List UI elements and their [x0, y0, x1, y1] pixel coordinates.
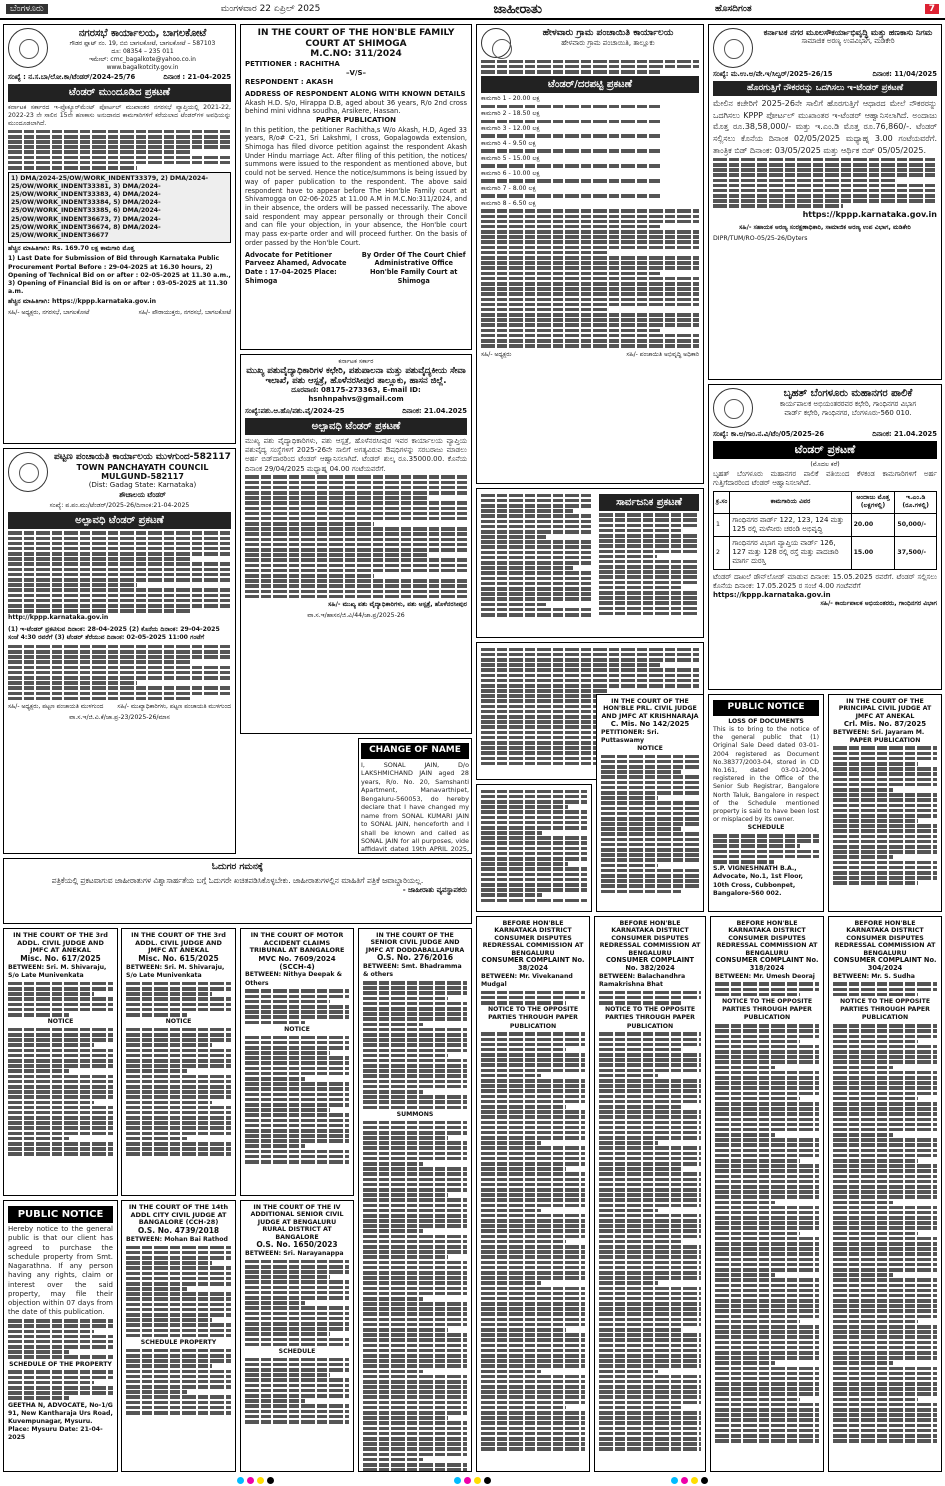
case-number: C. Mis. No 142/2025 [610, 720, 690, 729]
legal-notice [3, 928, 118, 1196]
karnataka-emblem-icon [8, 452, 48, 492]
advocate-info: S.P. VIGNESHNATH B.A., Advocate, No.1, 1st Floor, 10th Cross, Cubbonpet, Bangalore-560 002. [713, 865, 804, 897]
notice-title: NOTICE TO THE OPPOSITE PARTIES THROUGH PAPER PUBLICATION [487, 1006, 579, 1030]
table-row: 2 ಗಾಂಧಿನಗರ ವಿಭಾಗ ವ್ಯಾಪ್ತಿಯ ವಾರ್ಡ್ 126, 127 ಮತ್ತು 128 ರಲ್ಲಿ ರಸ್ತೆ ಮತ್ತು ಪಾದಚಾರಿ ಮಾರ್ಗ ದುರಸ್ತಿ 15.00 37,500/- [714, 536, 937, 569]
parties: BETWEEN: Nithya Deepak & Others [245, 971, 343, 987]
body-text: ಬೃಹತ್ ಬೆಂಗಳೂರು ಮಹಾನಗರ ಪಾಲಿಕೆ ವತಿಯಿಂದ ಕೆಳಕಂಡ ಕಾಮಗಾರಿಗಳಿಗೆ ಅರ್ಹ ಗುತ್ತಿಗೆದಾರರಿಂದ ಟೆಂಡರ್ ಆಹ್ವಾನಿಸಲಾಗಿದೆ. [713, 469, 937, 487]
signatory-left: ಸಹಿ/- ಅಧ್ಯಕ್ಷರು, ನಗರಸಭೆ, ಬಾಗಲಕೋಟೆ [8, 309, 90, 317]
signatory-right: ಸಹಿ/- ಪೌರಾಯುಕ್ತರು, ನಗರಸಭೆ, ಬಾಗಲಕೋಟೆ [138, 309, 231, 317]
ref-number: ಸಂಖ್ಯೆ: ಕಾ.ಅ/ಗಾಂ.ನ.ವಿ/ಟೆಂ/05/2025-26 [713, 430, 825, 438]
page-title: ಜಾಹೀರಾತು [493, 1, 542, 17]
notice-subtitle: LOSS OF DOCUMENTS [728, 717, 804, 725]
subject: ಶೌಚಾಲಯ ಟೆಂಡರ್ [119, 490, 166, 499]
table-row: 1 ಗಾಂಧಿನಗರ ವಾರ್ಡ್ 122, 123, 124 ಮತ್ತು 125 ರಲ್ಲಿ ಮಳೆನೀರು ಚರಂಡಿ ಅಭಿವೃದ್ಧಿ 20.00 50,000/- [714, 513, 937, 536]
holenarsipur-tender-ad [240, 354, 472, 734]
office-name: ಕರ್ನಾಟಕ ನಗರ ಮೂಲಸೌಕರ್ಯಾಭಿವೃದ್ಧಿ ಮತ್ತು ಹಣಕಾಸು ನಿಗಮ [763, 28, 933, 37]
case-number: CONSUMER COMPLAINT No. 38/2024 [481, 956, 585, 972]
body-continued [8, 645, 231, 700]
subtitle: ಹೇಳವಾರು ಗ್ರಾಮ ಪಂಚಾಯಿತಿ, ತಾಲ್ಲೂಕು [561, 38, 655, 47]
tender-banner: ಟೆಂಡರ್/ದರಪಟ್ಟಿ ಪ್ರಕಟಣೆ [481, 76, 699, 93]
ref-number: ಸಂಖ್ಯೆ:ಪಶು.ಆ.ಹೊ/ಪಶು.ವೈ/2024-25 [245, 406, 345, 415]
tender-banner: ಹೊರಗುತ್ತಿಗೆ ನೌಕರರನ್ನು ಒದಗಿಸಲು ಇ-ಟೆಂಡರ್ ಪ್ರಕಟಣೆ [713, 81, 937, 96]
parties: BETWEEN: Mohan Bai Rathod [126, 1235, 228, 1243]
advocate-info: Advocate for Petitioner Parveez Ahamed, Advocate Date : 17-04-2025 Place: Shimoga [245, 250, 347, 285]
legal-notice [828, 694, 942, 912]
court-name: BEFORE HON'BLE KARNATAKA DISTRICT CONSUMER DISPUTES REDRESSAL COMMISSION AT BENGALURU [834, 920, 936, 957]
tender-banner: ಅಲ್ಪಾವಧಿ ಟೆಂಡರ್ ಪ್ರಕಟಣೆ [8, 512, 231, 529]
fee-text: ಹೆಚ್ಚಿನ ಮಾಹಿತಿಗಾಗಿ: Rs. 169.70 ಲಕ್ಷ ಕಾಮಗಾರಿ ಮೊತ್ತ [8, 245, 135, 253]
body-text: ಮೇಲಿನ ಕಚೇರಿಗೆ 2025-26ನೇ ಸಾಲಿಗೆ ಹೊರಗುತ್ತಿಗೆ ಆಧಾರದ ಮೇಲೆ ನೌಕರರನ್ನು ಒದಗಿಸಲು KPPP ಪೋರ್ಟಲ್ ಮುಖಾಂತರ ಇ-ಟೆಂಡರ್ ಆಹ್ವಾನಿಸಲಾಗಿದೆ. ಅಂದಾಜು ಮೊತ್ತ ರೂ.38,58,000/- ಮತ್ತು ಇ.ಎಂ.ಡಿ ಮೊತ್ತ ರೂ.76,860/-. ಟೆಂಡರ್ ಸಲ್ಲಿಸಲು ಕೊನೆಯ ದಿನಾಂಕ 02/05/2025 ಮಧ್ಯಾಹ್ನ 3.00 ಗಂಟೆಯವರೆಗೆ. ತಾಂತ್ರಿಕ ಬಿಡ್ ದಿನಾಂಕ: 03/05/2025 ಮತ್ತು ಆರ್ಥಿಕ ಬಿಡ್ 05/05/2025. [713, 99, 937, 155]
ref-date: ದಿನಾಂಕ: 11/04/2025 [872, 70, 937, 78]
legal-notice [240, 1200, 354, 1472]
notice-signatory: - ಜಾಹೀರಾತು ವ್ಯವಸ್ಥಾಪಕರು [402, 885, 467, 894]
call-number: (ಮೊದಲ ಕರೆ) [810, 461, 840, 469]
body-continued [8, 130, 231, 170]
parties: BETWEEN: Mr. S. Sudha [833, 972, 915, 980]
address: ವಾರ್ಡ್ ಕಛೇರಿ, ಗಾಂಧಿನಗರ, ಬೆಂಗಳೂರು-560 010. [784, 409, 912, 418]
list-item: ಕಾಮಗಾರಿ 7 - 8.00 ಲಕ್ಷ [481, 184, 536, 192]
change-of-name-ad [358, 738, 472, 854]
ref-date: ದಿನಾಂಕ : 21-04-2025 [163, 73, 231, 82]
parties: BETWEEN: Mr. Umesh Deoraj [715, 972, 815, 980]
ad-title-english: TOWN PANCHAYATH COUNCIL MULGUND-582117 [76, 462, 209, 482]
body-text [8, 531, 231, 612]
color-dots [671, 1477, 708, 1484]
readers-notice [3, 858, 472, 924]
tender-banner: ಟೆಂಡರ್ ಪ್ರಕಟಣೆ [713, 441, 937, 460]
contact: ದೂರವಾಣಿ: 08175-273363, E-mail ID: hsnhnpahvs@gmail.com [291, 386, 421, 404]
page-number: 7 [925, 4, 939, 14]
bbmp-logo-icon [713, 388, 753, 428]
office: ಕಾರ್ಯಪಾಲಕ ಅಭಿಯಂತರರವರ ಕಛೇರಿ, ಗಾಂಧಿನಗರ ವಿಭಾಗ [779, 399, 917, 408]
list-item: ಕಾಮಗಾರಿ 5 - 15.00 ಲಕ್ಷ [481, 154, 540, 162]
notice-title: PAPER PUBLICATION [849, 736, 921, 744]
court-name: IN THE COURT OF THE IV ADDITIONAL SENIOR CIVIL JUDGE AT BENGALURU RURAL DISTRICT AT BANGALORE [250, 1204, 344, 1241]
public-notice-kannada [476, 488, 704, 638]
parties: BETWEEN: Sri. M. Shivaraju, S/o Late Munivenkata [8, 963, 107, 979]
notice-title: NOTICE [637, 744, 663, 752]
court-name: IN THE COURT OF THE PRINCIPAL CIVIL JUDGE AT JMFC AT ANEKAL [838, 698, 932, 720]
schedule-heading: SCHEDULE [747, 824, 785, 832]
notice-title: ಓದುಗರ ಗಮನಕ್ಕೆ [211, 862, 264, 872]
ref-date: ದಿನಾಂಕ: 21.04.2025 [402, 406, 467, 415]
schedule-dates: (1) ಇ-ಟೆಂಡರ್ ಪ್ರಕಟಿಸುವ ದಿನಾಂಕ: 28-04-2025 (2) ಕೊನೆಯ ದಿನಾಂಕ: 29-04-2025 ಸಂಜೆ 4:30 ರವರೆಗೆ (3) ಟೆಂಡರ್ ತೆರೆಯುವ ದಿನಾಂಕ: 02-05-2025 11:00 ಗಂಟೆಗೆ [8, 625, 220, 641]
parties: BETWEEN: Sri. Jayaram M. [833, 728, 925, 736]
court-name: BEFORE HON'BLE KARNATAKA DISTRICT CONSUMER DISPUTES REDRESSAL COMMISSION AT BENGALURU [599, 920, 701, 957]
intro-text [481, 60, 699, 74]
consumer-complaint-notice [594, 916, 706, 1472]
office-name: ಮುಖ್ಯ ಪಶುವೈದ್ಯಾಧಿಕಾರಿಗಳ ಕಛೇರಿ, ಪಶುಪಾಲನಾ ಮತ್ತು ಪಶುವೈದ್ಯಕೀಯ ಸೇವಾ ಇಲಾಖೆ, ಪಶು ಆಸ್ಪತ್ರೆ, ಹೊಳೆನರಸೀಪುರ ತಾಲ್ಲೂಕು, ಹಾಸನ ಜಿಲ್ಲೆ. [246, 366, 466, 387]
notice-title: SCHEDULE [278, 1347, 316, 1355]
parties: BETWEEN: Smt. Bhadramma & others [363, 963, 462, 979]
signatory: ಸಹಿ/- ಮುಖ್ಯ ಪಶು ವೈದ್ಯಾಧಿಕಾರಿಗಳು, ಪಶು ಆಸ್ಪತ್ರೆ, ಹೊಳೆನರಸೀಪುರ [328, 601, 467, 609]
court-name: IN THE COURT OF THE 3rd ADDL. CIVIL JUDGE AND JMFC AT ANEKAL [131, 931, 226, 955]
signatory-right: ಸಹಿ/- ಪಂಚಾಯಿತಿ ಅಭಿವೃದ್ಧಿ ಅಧಿಕಾರಿ [626, 350, 699, 358]
tender-banner: ಅಲ್ಪಾವಧಿ ಟೆಂಡರ್ ಪ್ರಕಟಣೆ [245, 418, 467, 435]
list-item: ಕಾಮಗಾರಿ 6 - 10.00 ಲಕ್ಷ [481, 169, 540, 177]
legal-notice [240, 928, 354, 1196]
parties: BETWEEN: Sri. M. Shivaraju, S/o Late Munivenkata [126, 963, 225, 979]
signatory: ಸಹಿ/- ಕಾರ್ಯಪಾಲಕ ಅಭಿಯಂತರರು, ಗಾಂಧಿನಗರ ವಿಭಾಗ [820, 600, 937, 608]
consumer-complaint-notice [828, 916, 942, 1472]
list-item: ಕಾಮಗಾರಿ 8 - 6.50 ಲಕ್ಷ [481, 199, 536, 207]
case-number: CONSUMER COMPLAINT No. 382/2024 [605, 956, 695, 972]
print-registration-marks [0, 1474, 945, 1486]
notice-title: NOTICE TO THE OPPOSITE PARTIES THROUGH PAPER PUBLICATION [839, 997, 931, 1022]
list-item: ಕಾಮಗಾರಿ 4 - 9.50 ಲಕ್ಷ [481, 139, 536, 147]
legal-notice [121, 1200, 236, 1472]
case-number: O.S. No. 276/2016 [376, 953, 454, 963]
case-number: MVC No. 7609/2024 (SCCH-4) [258, 954, 336, 972]
works-table [713, 491, 937, 570]
case-number: Misc. No. 617/2025 [20, 953, 101, 963]
court-name: IN THE COURT OF THE 14th ADDL CITY CIVIL JUDGE AT BANGALORE (CCH-28) [128, 1203, 229, 1227]
portal-link: https://kppp.karnataka.gov.in [713, 591, 831, 600]
case-number: Crl. Mis. No. 87/2025 [843, 720, 927, 729]
dipr-ref: DIPR/TUM/RO-05/25-26/Dyters [713, 235, 808, 243]
court-name: IN THE COURT OF THE SENIOR CIVIL JUDGE AND JMFC AT DODDABALLAPURA [365, 932, 465, 954]
body-text: ಕರ್ನಾಟಕ ಸರ್ಕಾರದ ಇ-ಪ್ರೊಕ್ಯೂರ್‌ಮೆಂಟ್ ಪೋರ್ಟಲ್ ಮುಖಾಂತರ ನಗರಸಭೆ ವ್ಯಾಪ್ತಿಯಲ್ಲಿ 2021-22, 2022-23 ನೇ ಸಾಲಿನ 15ನೇ ಹಣಕಾಸು ಅನುದಾನದ ಕಾಮಗಾರಿಗಳಿಗೆ ಕರೆಯಲಾದ ಟೆಂಡರ್‌ಗಳ ಅವಧಿಯನ್ನು ಮುಂದೂಡಲಾಗಿದೆ. [8, 103, 231, 127]
signatory-left: ಸಹಿ/- ಅಧ್ಯಕ್ಷರು [481, 350, 512, 358]
signatory-right: ಸಹಿ/- ಮುಖ್ಯಾಧಿಕಾರಿಗಳು, ಪಟ್ಟಣ ಪಂಚಾಯತಿ ಮುಳಗುಂದ [117, 703, 231, 711]
list-item: ಕಾಮಗಾರಿ 3 - 12.00 ಲಕ್ಷ [481, 124, 540, 132]
dipr-ref: ವಾ.ಸ.ಇ/ಜಿ.ವಿ.ಕೆ/ಜಾ.ಪ್ರ-23/2025-26/ಮಾಸ [69, 714, 170, 722]
advocate-info: GEETHA N, ADVOCATE, No-1/G 91, New Kantharaja Urs Road, Kuvempunagar, Mysuru. Place: Mysuru Date: 21-04-2025 [8, 1401, 113, 1442]
schedule-dates: 1) Last Date for Submission of Bid through Karnataka Public Procurement Portal Before : 29-04-2025 at 16.30 hours, 2) Opening of Technical Bid on or after : 02-05-2025 at 11.30 a.m., 3) Opening of Financial Bid is on or after : 03-05-2025 at 11.30 a.m. [8, 255, 231, 296]
public-notice-loss-of-documents [708, 694, 824, 912]
ad-title: ಪಟ್ಟಣ ಪಂಚಾಯತಿ ಕಾರ್ಯಾಲಯ ಮುಳಗುಂದ-582117 [54, 452, 231, 462]
ad-title: ನಗರಸಭೆ ಕಾರ್ಯಾಲಯ, ಬಾಗಲಕೋಟೆ [78, 28, 207, 39]
ad-title: ಹೇಳವಾರು ಗ್ರಾಮ ಪಂಚಾಯಿತಿ ಕಾರ್ಯಾಲಯ [542, 28, 674, 38]
website-info: ಹೆಚ್ಚಿನ ಮಾಹಿತಿಗಾಗಿ: https://kppp.karnataka.gov.in [8, 298, 157, 306]
body-continued [713, 158, 937, 208]
karnataka-emblem-icon [481, 28, 511, 58]
publication-heading: PAPER PUBLICATION [315, 116, 397, 125]
table-header: ಇ.ಎಂ.ಡಿ (ರೂ.ಗಳಲ್ಲಿ) [895, 492, 937, 513]
forest-outsourcing-tender [708, 24, 942, 380]
versus: –V/S– [345, 69, 366, 78]
table-header: ಕಾಮಗಾರಿಯ ವಿವರ [730, 492, 851, 513]
dipr-ref: ವಾ.ಸ.ಇ/ಹಾಸನ/ಜಿ.ವಿ/44/ಜಾ.ಪ್ರ/2025-26 [307, 612, 405, 620]
list-item: ಕಾಮಗಾರಿ 1 - 20.00 ಲಕ್ಷ [481, 94, 540, 102]
karnataka-emblem-icon [713, 28, 753, 68]
terms-text [481, 209, 699, 347]
ref-date: ದಿನಾಂಕ: 21.04.2025 [872, 430, 937, 438]
phone: ದೂ: 08354 – 235 011 [111, 47, 174, 55]
notice-banner: PUBLIC NOTICE [8, 1206, 113, 1223]
parties: PETITIONER: Sri. Puttaswamy [601, 728, 659, 744]
case-number: O.S. No. 4739/2018 [137, 1225, 220, 1235]
parties: BETWEEN: Balachandhra Ramakrishna Bhat [599, 972, 686, 988]
mulgund-tender-ad [3, 448, 236, 854]
ref-number: ಸಂಖ್ಯೆ: ಪ.ಪಂ.ಮು/ಟೆಂಡರ್/2025-26/ದಿನಾಂಕ:21-04-2025 [49, 501, 190, 509]
consumer-complaint-notice [476, 916, 590, 1472]
table-header: ಅಂದಾಜು ಮೊತ್ತ (ಲಕ್ಷಗಳಲ್ಲಿ) [851, 492, 895, 513]
notice-title: NOTICE [284, 1025, 310, 1033]
court-name: BEFORE HON'BLE KARNATAKA DISTRICT CONSUMER DISPUTES REDRESSAL COMMISSION AT BENGALURU [482, 920, 584, 957]
kannada-notice [476, 784, 592, 912]
portal-link: https://kppp.karnataka.gov.in [802, 209, 937, 219]
karnataka-emblem-icon [8, 28, 48, 68]
bbmp-tender-ad [708, 384, 942, 690]
indent-list: 1) DMA/2024-25/OW/WORK_INDENT33379, 2) DMA/2024-25/OW/WORK_INDENT33381, 3) DMA/2024-25/OW/WORK_INDENT33383, 4) DMA/2024-25/OW/WORK_INDENT33384, 5) DMA/2024-25/OW/WORK_INDENT33385, 6) DMA/2024-25/OW/WORK_INDENT36673, 7) DMA/2024-25/OW/WORK_INDENT36674, 8) DMA/2024-25/OW/WORK_INDENT36677 [8, 172, 231, 244]
legal-notice [121, 928, 236, 1196]
notice-body: This is to bring to the notice of the general public that (1) Original Sale Deed dated 03-01-2004 registered as Document No.38377/2003-04, stored in CD No.161, dated 03-01-2004, registered in the Office of the Senior Sub Registrar, Bangalore North Taluk, Bangalore in respect of the Schedule mentioned property is said to have been lost or misplaced by its owner. [713, 726, 819, 824]
schedule-heading: SCHEDULE OF THE PROPERTY [9, 1360, 112, 1368]
consumer-complaint-notice [710, 916, 824, 1472]
body-text: In this petition, the petitioner Rachitha,s W/o Akash, H.D, Aged 33 years, R/o# C-21, Sri Lakshmi, I cross, Gopalagowda extension, Shimoga has filed divorce petition against the respondent Akash Under Hindu marriage Act. After filing of this petition, the notices/ summons were issued to the respondent as mentioned above, but could not be served. Hence the notice/summons is being issued by way of paper publication to the respondent. The above said respondent have to appear before The Hon'ble Family court at Shivamogga on 02-06-2025 at 11.00 A.M in M.C.No:311/2024, and in their absence, the orders will be passed necessarily. The above said respondent may appear personally or through their Concil and can file your objection, in your absence, the Hon'ble court may pass ex-parte order and will proceed further. On the basis of order passed by the Hon'ble Court. [245, 125, 467, 247]
section-label: ಬೆಂಗಳೂರು [6, 4, 48, 14]
signatory: ಸಹಿ/- ಸಹಾಯಕ ಅರಣ್ಯ ಸಂರಕ್ಷಣಾಧಿಕಾರಿ, ಸಾಮಾಜಿಕ ಅರಣ್ಯ ಉಪ ವಿಭಾಗ, ಮಡಿಕೇರಿ [739, 224, 911, 232]
notice-title: NOTICE TO THE OPPOSITE PARTIES THROUGH PAPER PUBLICATION [721, 997, 813, 1022]
parties: BETWEEN: Sri. Narayanappa [245, 1249, 344, 1257]
work-list [481, 95, 699, 208]
body-text: ಮುಖ್ಯ ಪಶು ವೈದ್ಯಾಧಿಕಾರಿಗಳು, ಪಶು ಆಸ್ಪತ್ರೆ, ಹೊಳೆನರಸೀಪುರ ಇವರ ಕಾರ್ಯಾಲಯ ವ್ಯಾಪ್ತಿಯ ಪಶುವೈದ್ಯ ಸಂಸ್ಥೆಗಳಿಗೆ 2025-26ನೇ ಸಾಲಿಗೆ ಅಗತ್ಯವಿರುವ ಔಷಧಿಗಳನ್ನು ಸರಬರಾಜು ಮಾಡಲು ಅರ್ಹ ಬಿಡ್‌ದಾರರಿಂದ ಟೆಂಡರ್ ಆಹ್ವಾನಿಸಲಾಗಿದೆ. ಟೆಂಡರ್ ಶುಲ್ಕ ರೂ.35000.00. ಕೊನೆಯ ದಿನಾಂಕ 29/04/2025 ಮಧ್ಯಾಹ್ನ 04.00 ಗಂಟೆಯವರೆಗೆ. [245, 436, 467, 473]
court-name: IN THE COURT OF MOTOR ACCIDENT CLAIMS TRIBUNAL AT BANGALORE [249, 931, 345, 955]
address-heading: ADDRESS OF RESPONDENT ALONG WITH KNOWN DETAILS [245, 89, 466, 98]
case-number: M.C.NO: 311/2024 [310, 49, 402, 60]
color-dots [454, 1477, 491, 1484]
shimoga-family-court-notice [240, 24, 472, 350]
notice-body: Hereby notice to the general public is that our client has agreed to purchase the schedule property from Smt. Nagarathna. If any person having any rights, claim or interest over the said property, may file their objection within 07 days from the date of this publication. [8, 1225, 113, 1317]
district: (Dist: Gadag State: Karnataka) [88, 481, 197, 490]
respondent: RESPONDENT : AKASH [245, 78, 334, 87]
parties: BETWEEN: Mr. Vivekanand Mudgal [481, 972, 573, 988]
ref-number: ಸಂಖ್ಯೆ: ಮ.ಉ.ಅ/ವೇ.ಇ/ಸಿಲ್ವರ್/2025-26/15 [713, 70, 833, 78]
public-notice-purchase [3, 1200, 118, 1472]
bagalkot-tender-ad [3, 24, 236, 444]
issue-date: ಮಂಗಳವಾರ 22 ಏಪ್ರಿಲ್ 2025 [220, 4, 321, 14]
court-name: IN THE COURT OF THE 3rd ADDL. CIVIL JUDGE AND JMFC AT ANEKAL [13, 931, 108, 955]
court-name: IN THE COURT OF THE HON'BLE PRL. CIVIL JUDGE AND JMFC AT KRISHNARAJA [601, 698, 699, 720]
portal-link: http://kppp.karnataka.gov.in [8, 614, 109, 622]
schedule-dates: ಟೆಂಡರ್ ದಾಖಲೆ ಡೌನ್‌ಲೋಡ್ ಮಾಡುವ ದಿನಾಂಕ: 15.05.2025 ರವರೆಗೆ. ಟೆಂಡರ್ ಸಲ್ಲಿಸಲು ಕೊನೆಯ ದಿನಾಂಕ: 17.05.2025 ರ ಸಂಜೆ 4.00 ಗಂಟೆವರೆಗೆ [713, 572, 937, 590]
color-dots [237, 1477, 274, 1484]
ad-body: I, SONAL JAIN, D/o LAKSHMICHAND JAIN aged 28 years, R/o. No. 20, Samshanti Apartment, Manavarthipet, Bengaluru-560053, do hereby declare that I have changed my name from SONAL KUMARI JAIN to SONAL JAIN, henceforth and I shall be known and called as SONAL JAIN for all purposes, vide affidavit dated 19th APRIL 2025, [361, 760, 469, 854]
notice-title: SCHEDULE PROPERTY [140, 1338, 217, 1346]
notice-banner: PUBLIC NOTICE [713, 700, 819, 716]
ref-number: ಸಂಖ್ಯೆ : ನ.ಸ.ಬಾ/ಲೋ.ಕಾ/ಟೆಂಡರ್/2024-25/76 [8, 73, 136, 82]
case-number: Misc. No. 615/2025 [138, 953, 219, 963]
masthead [0, 0, 945, 20]
notice-title: NOTICE [47, 1018, 74, 1026]
govt-header: ಕರ್ನಾಟಕ ಸರ್ಕಾರ [338, 358, 374, 365]
petitioner: PETITIONER : RACHITHA [245, 59, 340, 68]
notice-title: NOTICE [165, 1018, 192, 1026]
legal-notice [596, 694, 704, 912]
tender-banner: ಟೆಂಡರ್ ಮುಂದೂಡಿದ ಪ್ರಕಟಣೆ [8, 84, 231, 101]
newspaper-name: ಹೊಸದಿಗಂತ [715, 4, 752, 14]
signatory-left: ಸಹಿ/- ಅಧ್ಯಕ್ಷರು, ಪಟ್ಟಣ ಪಂಚಾಯತಿ ಮುಳಗುಂದ [8, 703, 104, 711]
helavaru-panchayat-tender [476, 24, 704, 484]
notice-title: SUMMONS [396, 1110, 434, 1118]
respondent-address: Akash H.D. S/o, Hirappa D.B, aged about 36 years, R/o 2nd cross behind mini vidhna soudha, Arsikere, Hassan. [245, 98, 467, 116]
court-order-info: By Order Of The Court Chief Administrative Office Hon'ble Family Court at Shimoga [361, 250, 466, 285]
list-item: ಕಾಮಗಾರಿ 2 - 18.50 ಲಕ್ಷ [481, 109, 540, 117]
court-name: IN THE COURT OF THE HON'BLE FAMILY COURT AT SHIMOGA [257, 28, 455, 49]
org-name: ಬೃಹತ್ ಬೆಂಗಳೂರು ಮಹಾನಗರ ಪಾಲಿಕೆ [783, 388, 913, 399]
legal-notice [358, 928, 472, 1472]
notice-banner: ಸಾರ್ವಜನಿಕ ಪ್ರಕಟಣೆ [599, 494, 699, 511]
case-number: CONSUMER COMPLAINT No. 304/2024 [833, 956, 937, 972]
notice-title: NOTICE TO THE OPPOSITE PARTIES THROUGH PAPER PUBLICATION [604, 1006, 696, 1030]
court-name: BEFORE HON'BLE KARNATAKA DISTRICT CONSUMER DISPUTES REDRESSAL COMMISSION AT BENGALURU [716, 920, 818, 957]
ad-title: CHANGE OF NAME [361, 743, 469, 759]
email: ಇಮೇಲ್: cmc_bagalkote@yahoo.co.in [89, 55, 196, 63]
body-continued [245, 475, 467, 598]
case-number: O.S. No. 1650/2023 [256, 1240, 338, 1250]
address: ಗೌಡರ ಪ್ಲಾಟ್ ನಂ. 19, ಬಿಬಿ ಬಾಗಲಕೋಟೆ, ಬಾಗಲಕೋಟೆ – 587103 [69, 39, 216, 47]
notice-body: ಪತ್ರಿಕೆಯಲ್ಲಿ ಪ್ರಕಟವಾಗುವ ಜಾಹೀರಾತುಗಳ ವಿಶ್ವಾಸಾರ್ಹತೆಯ ಬಗ್ಗೆ ಓದುಗರೇ ಖಚಿತಪಡಿಸಿಕೊಳ್ಳಬೇಕು. ಜಾಹೀರಾತುಗಳಲ್ಲಿನ ಮಾಹಿತಿಗೆ ಪತ್ರಿಕೆ ಜವಾಬ್ದಾರಿಯಲ್ಲ. [51, 875, 424, 885]
table-header: ಕ್ರ.ಸಂ [714, 492, 730, 513]
website: www.bagalkotcity.gov.in [106, 63, 179, 71]
case-number: CONSUMER COMPLAINT No. 318/2024 [715, 956, 819, 972]
subtitle: ಸಾಮಾಜಿಕ ಅರಣ್ಯ ಉಪವಿಭಾಗ, ಮಡಿಕೇರಿ [801, 37, 895, 46]
